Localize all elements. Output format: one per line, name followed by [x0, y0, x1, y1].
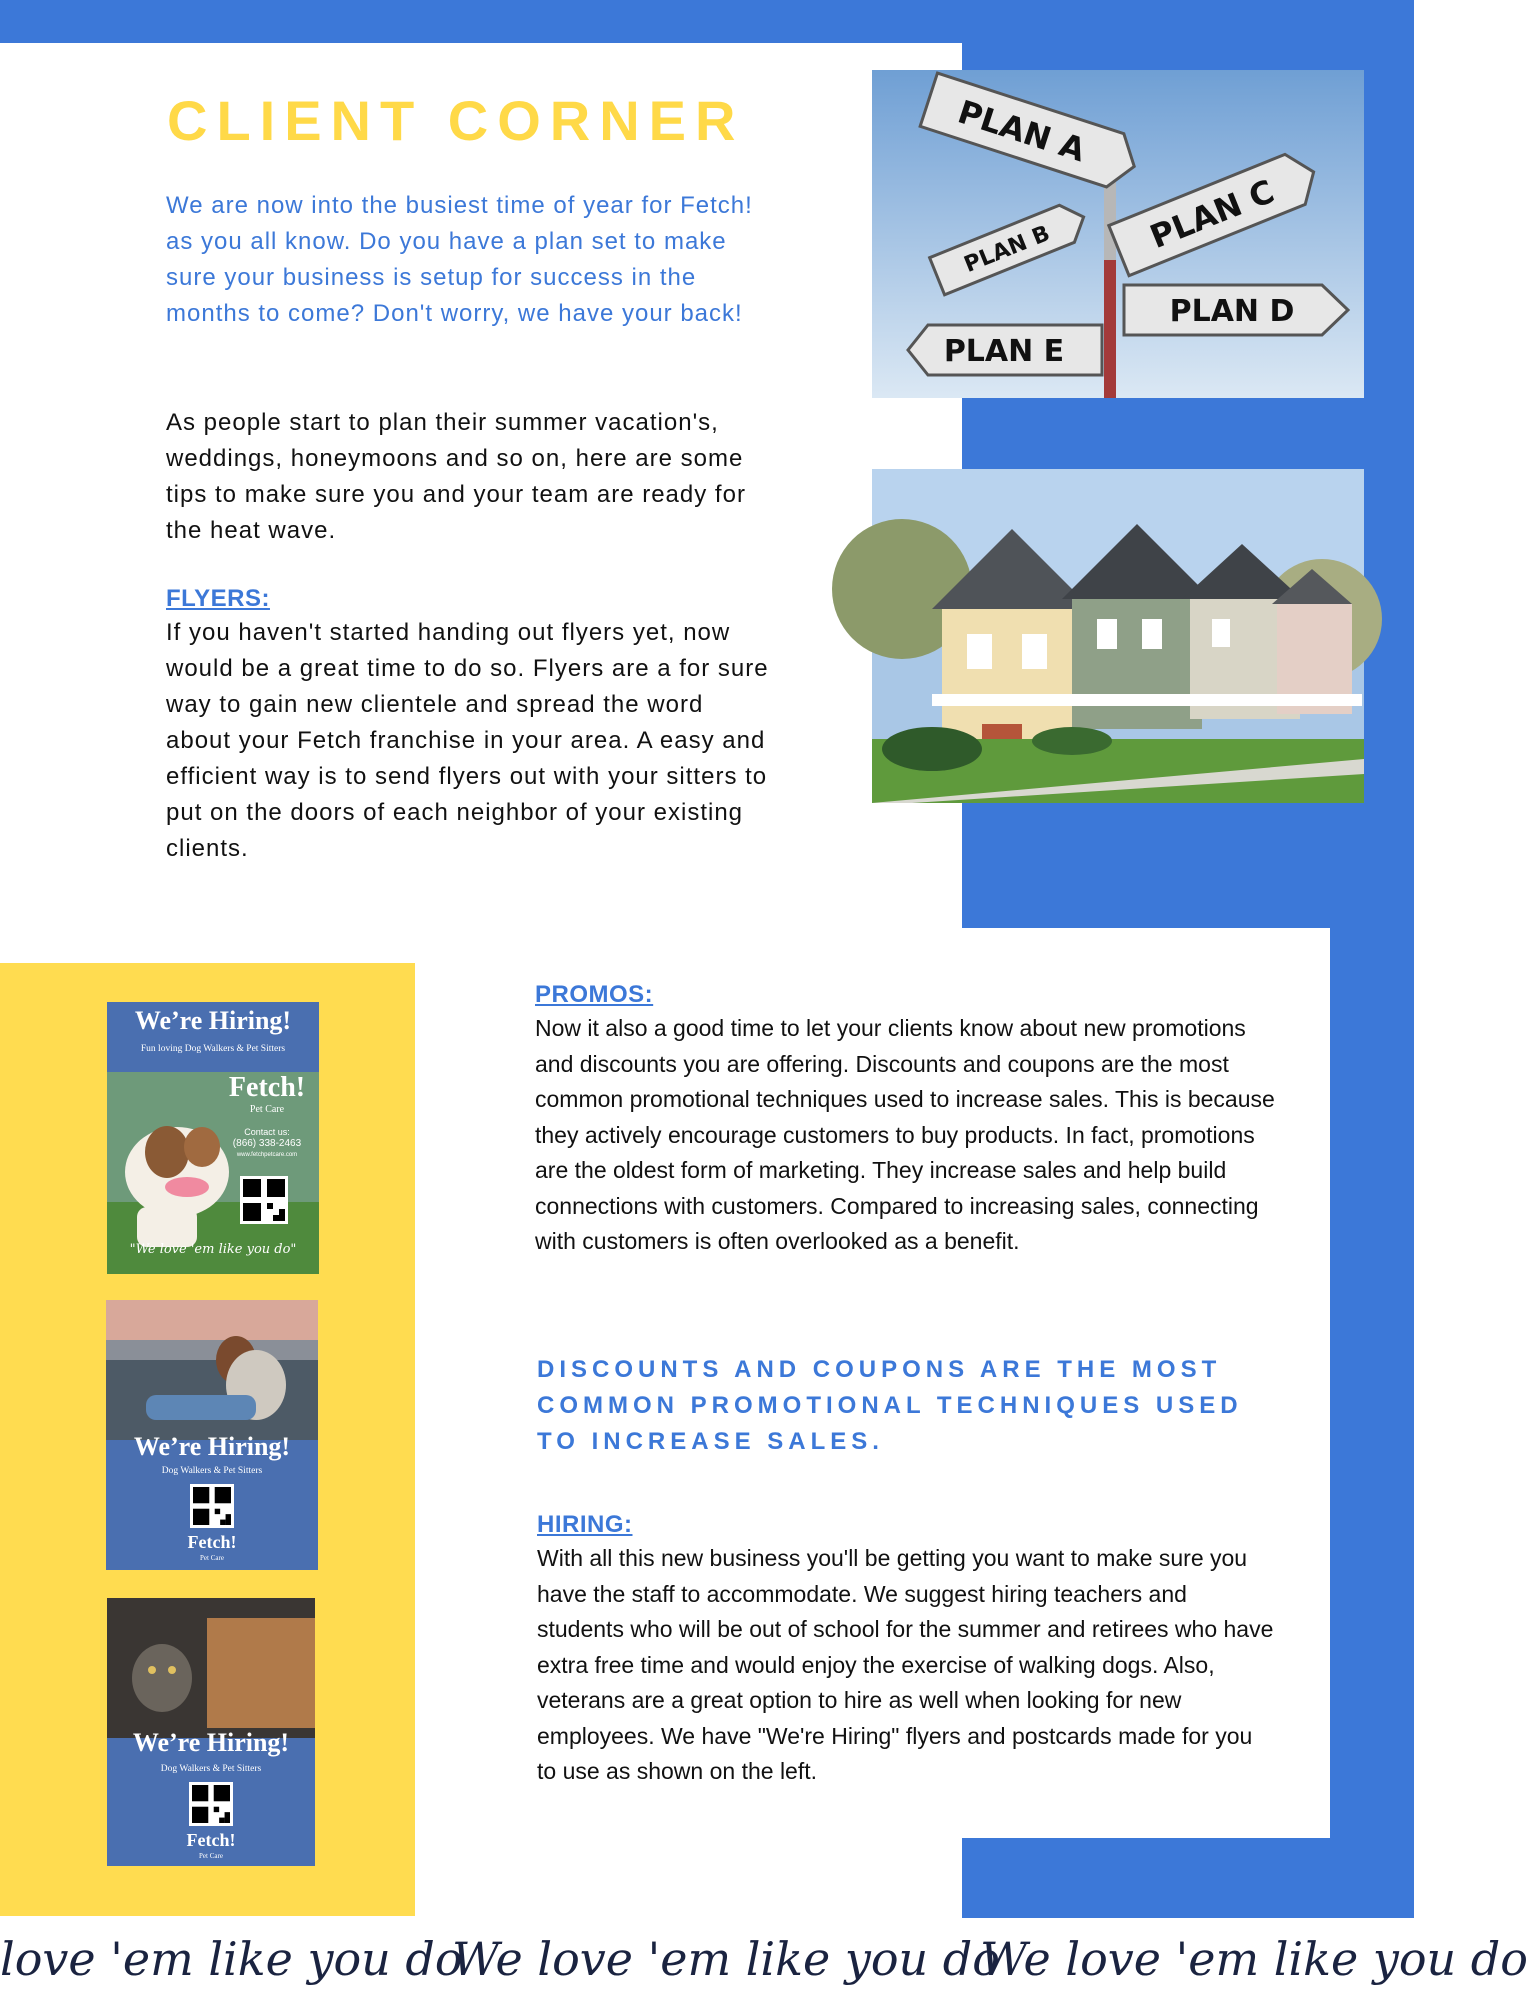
flyer-3-subtitle: Dog Walkers & Pet Sitters — [160, 1764, 262, 1774]
flyer-3-brand-sub: Pet Care — [199, 1852, 223, 1860]
hiring-flyer-3 — [107, 1598, 315, 1866]
flyers-body: If you haven't started handing out flyers yet, now would be a great time to do so. Flyers are a for sure way to gain new clientele and spread the word about your Fetch franchise in your area. A easy and efficient way is to send flyers out with your sitters to put on the doors of each neighbor of your existing clients. — [166, 619, 769, 862]
hiring-body: With all this new business you'll be getting you want to make sure you have the staff to accommodate. We suggest hiring teachers and students who will be out of school for the summer and retirees who have extra free time and would enjoy the exercise of walking dogs. Also, veterans are a great option to hire as well when looking for new employees. We have "We're Hiring" flyers and postcards made for you to use as shown on the left. — [537, 1545, 1274, 1784]
intro-paragraph: We are now into the busiest time of year for Fetch! as you all know. Do you have a plan set to make sure your business is setup for success in the months to come? Don't worry, we have your back! — [166, 192, 753, 327]
hiring-flyer-2 — [106, 1300, 318, 1570]
hiring-heading: HIRING: — [537, 1511, 633, 1538]
flyer-3-brand: Fetch! — [186, 1830, 236, 1850]
flyer-2-brand-sub: Pet Care — [200, 1554, 224, 1562]
flyer-3-qr-code — [189, 1782, 233, 1826]
hiring-section — [537, 1511, 1277, 1790]
flyer-1-brand-sub: Pet Care — [249, 1104, 285, 1115]
flyer-2-qr-code — [190, 1484, 234, 1528]
sign-plan-c: PLAN C — [1144, 172, 1280, 257]
promos-body: Now it also a good time to let your clients know about new promotions and discounts you are offering. Discounts and coupons are the most common promotional techniques used to increase sales. This is because they actively encourage customers to buy products. In fact, promotions are the oldest form of marketing. They increase sales and help build connections with customers. Compared to increasing sales, connecting with customers is often overlooked as a benefit. — [535, 1015, 1275, 1254]
sign-plan-d: PLAN D — [1169, 294, 1295, 329]
tips-intro-paragraph: As people start to plan their summer vacation's, weddings, honeymoons and so on, here are some tips to make sure you and your team are ready for the heat wave. — [166, 409, 746, 544]
flyers-heading: FLYERS: — [166, 585, 270, 612]
flyer-1-phone: (866) 338-2463 — [232, 1138, 302, 1149]
flyer-1-tagline: "We love 'em like you do" — [129, 1242, 297, 1257]
signpost-photo — [872, 70, 1364, 398]
promos-section — [535, 981, 1275, 1260]
flyer-1-contact-label: Contact us: — [244, 1127, 290, 1137]
sign-plan-a: PLAN A — [953, 92, 1090, 170]
houses-photo — [872, 469, 1364, 803]
flyer-1-brand: Fetch! — [228, 1072, 306, 1103]
flyers-section — [166, 585, 776, 867]
hiring-flyer-1 — [107, 1002, 319, 1274]
sign-plan-b: PLAN B — [960, 221, 1054, 278]
pull-quote: DISCOUNTS AND COUPONS ARE THE MOST COMMON PROMOTIONAL TECHNIQUES USED TO INCREASE SALES. — [537, 1356, 1243, 1455]
flyer-1-title: We’re Hiring! — [134, 1006, 292, 1035]
flyer-1-website: www.fetchpetcare.com — [236, 1152, 298, 1158]
promos-heading: PROMOS: — [535, 981, 654, 1008]
flyer-2-title: We’re Hiring! — [133, 1432, 291, 1461]
footer-tagline-1: love 'em like you do — [0, 1932, 463, 1986]
flyer-2-subtitle: Dog Walkers & Pet Sitters — [161, 1466, 263, 1476]
sign-plan-e: PLAN E — [943, 334, 1065, 369]
footer-tagline-2: We love 'em like you do — [452, 1932, 1000, 1986]
page-title: CLIENT CORNER — [167, 89, 745, 152]
flyer-2-brand: Fetch! — [187, 1532, 237, 1552]
flyer-1-subtitle: Fun loving Dog Walkers & Pet Sitters — [140, 1044, 286, 1054]
flyer-3-title: We’re Hiring! — [132, 1728, 290, 1757]
footer-tagline-3: We love 'em like you do — [980, 1932, 1528, 1986]
flyer-1-qr-code — [240, 1176, 288, 1224]
